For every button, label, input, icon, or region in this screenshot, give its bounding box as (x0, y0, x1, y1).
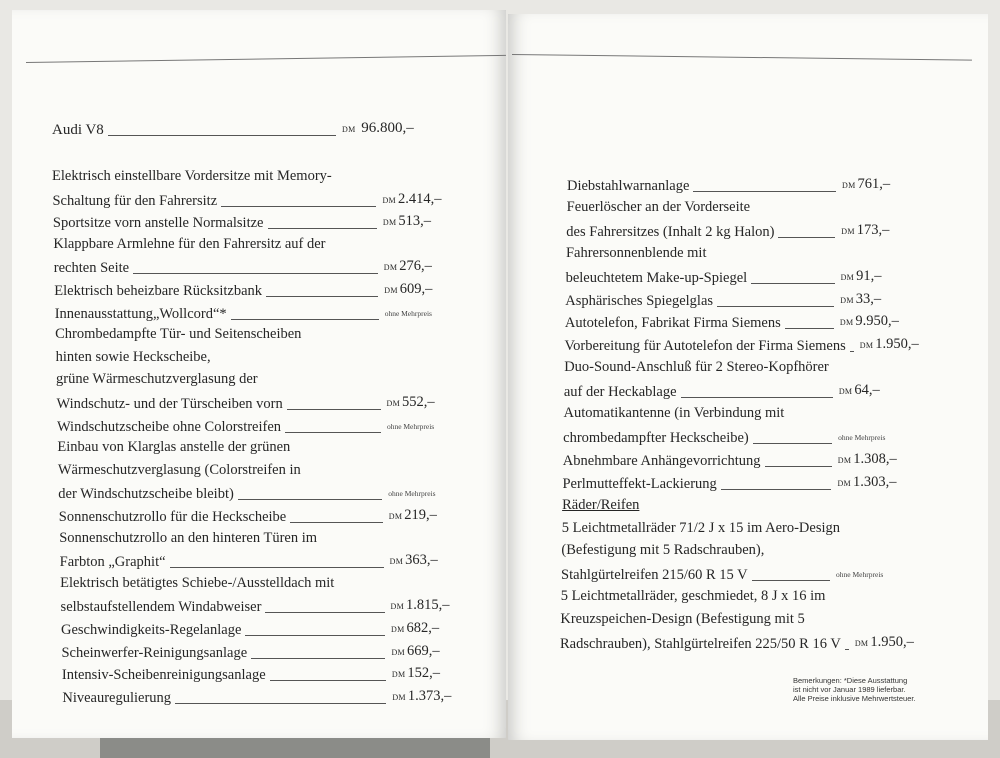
item-label: chrombedampfter Heckscheibe) (563, 429, 749, 446)
leader-line (693, 191, 836, 192)
price-value: 1.950,– (870, 634, 914, 650)
price (387, 415, 457, 437)
price (384, 256, 454, 278)
price-list-line (54, 279, 454, 301)
currency: DM (392, 692, 406, 702)
section-heading: Räder/Reifen (562, 496, 640, 513)
price-list-line (55, 324, 455, 344)
leader-line (765, 466, 832, 467)
item-label: Sonnenschutzrollo an den hinteren Türen im (59, 529, 318, 546)
currency: DM (386, 399, 400, 408)
item-label: Abnehmbare Anhängevorrichtung (562, 452, 761, 469)
price (841, 220, 911, 242)
price-list-line (57, 415, 457, 437)
item-label: Windschutzscheibe ohne Colorstreifen (56, 418, 282, 435)
price-value: 609,– (399, 281, 433, 297)
price-value: 91,– (856, 267, 882, 284)
price-value: 276,– (399, 258, 432, 275)
item-label: Duo-Sound-Anschluß für 2 Stereo-Kopfhörer (564, 359, 829, 376)
price-value: 64,– (854, 382, 880, 399)
price (384, 279, 454, 301)
price (840, 289, 910, 311)
price (388, 482, 458, 504)
price-list-line (564, 357, 909, 377)
no-extra-charge-note: ohne Mehrpreis (836, 570, 884, 580)
price-value: 552,– (402, 394, 435, 410)
leader-line (265, 612, 384, 613)
price-list-line (53, 211, 453, 233)
price-list-line (561, 563, 906, 585)
model-header (52, 118, 412, 140)
price-value: 669,– (406, 642, 440, 659)
price-list-line (562, 472, 907, 494)
price-list-line (62, 686, 462, 708)
price (837, 472, 907, 494)
price (860, 334, 930, 356)
leader-line (681, 397, 833, 398)
price-list-line (565, 311, 910, 333)
item-label: Feuerlöscher an der Vorderseite (566, 198, 751, 215)
currency: DM (842, 181, 856, 190)
leader-line (850, 351, 854, 352)
item-label: Scheinwerfer-Reinigungsanlage (61, 644, 248, 661)
price (838, 426, 908, 448)
item-label: Sportsitze vorn anstelle Normalsitze (52, 215, 264, 232)
price-list-line (61, 618, 461, 640)
item-label: Asphärisches Spiegelglas (565, 292, 714, 309)
item-label: auf der Heckablage (563, 384, 677, 401)
leader-line (251, 658, 385, 659)
price (385, 302, 455, 324)
no-extra-charge-note: ohne Mehrpreis (384, 308, 432, 318)
price-list-line (60, 550, 460, 572)
leader-line (133, 273, 378, 274)
item-label: rechten Seite (53, 260, 130, 277)
leader-line (266, 296, 378, 297)
item-label: Chrombedampfte Tür- und Seitenscheiben (55, 326, 302, 343)
currency: DM (388, 512, 403, 521)
price-list-line (55, 302, 455, 324)
price (382, 189, 452, 211)
price-list-line (565, 289, 910, 311)
item-label: Fahrersonnenblende mit (565, 244, 707, 261)
price-list-line (54, 256, 454, 278)
item-label: Diebstahlwarnanlage (567, 178, 690, 194)
leader-line (752, 580, 830, 581)
item-label: Intensiv-Scheibenreinigungsanlage (61, 667, 266, 684)
item-label: beleuchtetem Make-up-Spiegel (565, 269, 748, 286)
leader-line (290, 522, 383, 523)
item-label: Einbau von Klarglas anstelle der grünen (57, 439, 291, 456)
leader-line (717, 306, 834, 307)
price-value: 1.308,– (853, 450, 897, 467)
price-list-line (56, 369, 456, 389)
item-label: Schaltung für den Fahrersitz (52, 192, 218, 209)
price-list-line (567, 174, 912, 196)
footnote-line: Alle Preise inklusive Mehrwertsteuer. (793, 694, 916, 703)
currency: DM (837, 478, 851, 488)
currency: DM (389, 557, 404, 567)
price-value: 1.303,– (852, 473, 897, 490)
item-label: Stahlgürtelreifen 215/60 R 15 V (561, 567, 748, 584)
currency: DM (840, 272, 855, 282)
item-label: Radschrauben), Stahlgürtelreifen 225/50 R 16 V (560, 636, 841, 652)
price-list-line (56, 347, 456, 367)
no-extra-charge-note: ohne Mehrpreis (838, 432, 886, 442)
price-list-line (57, 437, 457, 457)
price-list-line (60, 573, 460, 593)
item-label: Autotelefon, Fabrikat Firma Siemens (564, 315, 781, 332)
currency: DM (342, 125, 356, 134)
price-list-line (562, 495, 907, 515)
price (391, 618, 461, 640)
item-label: Innenausstattung„Wollcord“* (54, 305, 227, 322)
currency: DM (384, 286, 398, 295)
no-extra-charge-note: ohne Mehrpreis (386, 421, 435, 431)
currency: DM (841, 226, 855, 236)
price-list-line (58, 460, 458, 480)
currency: DM (382, 195, 396, 205)
price-value: 219,– (404, 507, 437, 523)
price (387, 392, 457, 414)
price-list-line (61, 595, 461, 617)
item-label: der Windschutzscheibe bleibt) (58, 486, 234, 503)
price (342, 118, 412, 140)
item-label: Kreuzspeichen-Design (Befestigung mit 5 (560, 611, 805, 628)
price-list-line (560, 632, 914, 654)
item-label: Elektrisch betätigtes Schiebe-/Ausstelldach mit (60, 574, 335, 591)
leader-line (175, 703, 386, 704)
price-list-line (561, 586, 906, 606)
price-list-line (61, 641, 461, 663)
item-label: selbstaufstellendem Windabweiser (60, 599, 262, 616)
item-label: Windschutz- und der Türscheiben vorn (56, 396, 283, 412)
price-value: 33,– (855, 290, 882, 307)
price-value: 152,– (407, 665, 441, 682)
price-value: 1.815,– (406, 597, 450, 614)
currency: DM (838, 387, 853, 397)
currency: DM (839, 318, 854, 328)
leader-line (170, 567, 384, 568)
price-value: 173,– (856, 221, 890, 238)
item-label: (Befestigung mit 5 Radschrauben), (561, 542, 765, 559)
item-label: Farbton „Graphit“ (59, 554, 166, 571)
leader-line (245, 635, 385, 636)
currency: DM (391, 670, 406, 680)
currency: DM (383, 263, 398, 273)
currency: DM (391, 625, 405, 634)
footnote-line: ist nicht vor Januar 1989 lieferbar. (793, 685, 906, 694)
price-list-line (567, 197, 912, 217)
price-value: 513,– (398, 213, 432, 230)
price (389, 505, 459, 527)
currency: DM (837, 455, 852, 465)
item-label: Wärmeschutzverglasung (Colorstreifen in (57, 461, 301, 478)
price (855, 632, 925, 654)
footnote-line: Bemerkungen: *Diese Ausstattung (793, 676, 908, 685)
currency: DM (840, 295, 854, 305)
item-label: Sonnenschutzrollo für die Heckscheibe (58, 509, 287, 525)
price-list-line (563, 449, 908, 471)
price-list-line (560, 609, 905, 629)
item-label: Elektrisch einstellbare Vordersitze mit Memory- (52, 168, 332, 184)
price-list-line (564, 380, 909, 402)
price-list-line (57, 392, 457, 414)
footnote (793, 676, 923, 703)
price (390, 550, 460, 572)
leader-line (108, 135, 336, 136)
price (391, 641, 461, 663)
price-value: 2.414,– (397, 190, 442, 207)
leader-line (221, 206, 376, 207)
price (840, 311, 910, 333)
leader-line (238, 499, 382, 500)
leader-line (270, 680, 386, 681)
price-value: 1.950,– (875, 336, 919, 353)
item-label: Geschwindigkeits-Regelanlage (61, 622, 242, 638)
price-list-line (59, 528, 459, 548)
currency: DM (859, 341, 874, 351)
price-list-line (566, 243, 911, 263)
price-value: 9.950,– (855, 313, 899, 330)
item-label: Automatikantenne (in Verbindung mit (563, 405, 785, 421)
currency: DM (391, 647, 405, 657)
currency: DM (854, 639, 869, 648)
leader-line (778, 237, 835, 238)
leader-line (287, 409, 381, 410)
leader-line (785, 328, 834, 329)
price (841, 266, 911, 288)
price-value: 761,– (857, 176, 891, 192)
item-label: 5 Leichtmetallräder, geschmiedet, 8 J x 16 im (560, 588, 826, 605)
price-value: 363,– (405, 552, 438, 569)
item-label: Niveauregulierung (62, 689, 172, 706)
price-list-line (59, 505, 459, 527)
price-list-line (564, 334, 919, 356)
leader-line (753, 443, 832, 444)
leader-line (845, 649, 849, 650)
price-value: 1.373,– (407, 687, 452, 704)
leader-line (721, 489, 832, 490)
item-label: Elektrisch beheizbare Rücksitzbank (54, 283, 263, 299)
price-list-line (58, 482, 458, 504)
item-label: grüne Wärmeschutzverglasung der (56, 371, 258, 388)
price-list-line (564, 403, 909, 423)
price-list-line (52, 166, 452, 186)
leader-line (268, 228, 377, 229)
price-value: 682,– (406, 620, 440, 636)
leader-line (285, 432, 381, 433)
price (836, 563, 906, 585)
price-list-line (566, 266, 911, 288)
price-list-line (52, 189, 452, 211)
item-label: Klappbare Armlehne für den Fahrersitz auf der (53, 235, 326, 252)
price (392, 686, 462, 708)
model-name: Audi V8 (52, 122, 104, 138)
price-list-line (62, 663, 462, 685)
price (392, 663, 462, 685)
price-list-line (563, 426, 908, 448)
price (838, 449, 908, 471)
price (839, 380, 909, 402)
price-list-line (53, 234, 453, 254)
item-label: Perlmutteffekt-Lackierung (562, 475, 717, 492)
item-label: hinten sowie Heckscheibe, (55, 348, 211, 365)
price-list-line (561, 540, 906, 560)
price-value: 96.800,– (361, 120, 414, 136)
price (842, 174, 912, 196)
currency: DM (390, 602, 405, 612)
price (391, 595, 461, 617)
currency: DM (382, 218, 397, 228)
price-list-line (562, 518, 907, 538)
leader-line (231, 319, 379, 320)
leader-line (751, 283, 834, 284)
price (383, 211, 453, 233)
item-label: Vorbereitung für Autotelefon der Firma Siemens (564, 338, 846, 355)
no-extra-charge-note: ohne Mehrpreis (388, 489, 436, 499)
item-label: 5 Leichtmetallräder 71/2 J x 15 im Aero-Design (561, 519, 840, 536)
item-label: des Fahrersitzes (Inhalt 2 kg Halon) (566, 223, 775, 240)
price-list-line (566, 220, 911, 242)
